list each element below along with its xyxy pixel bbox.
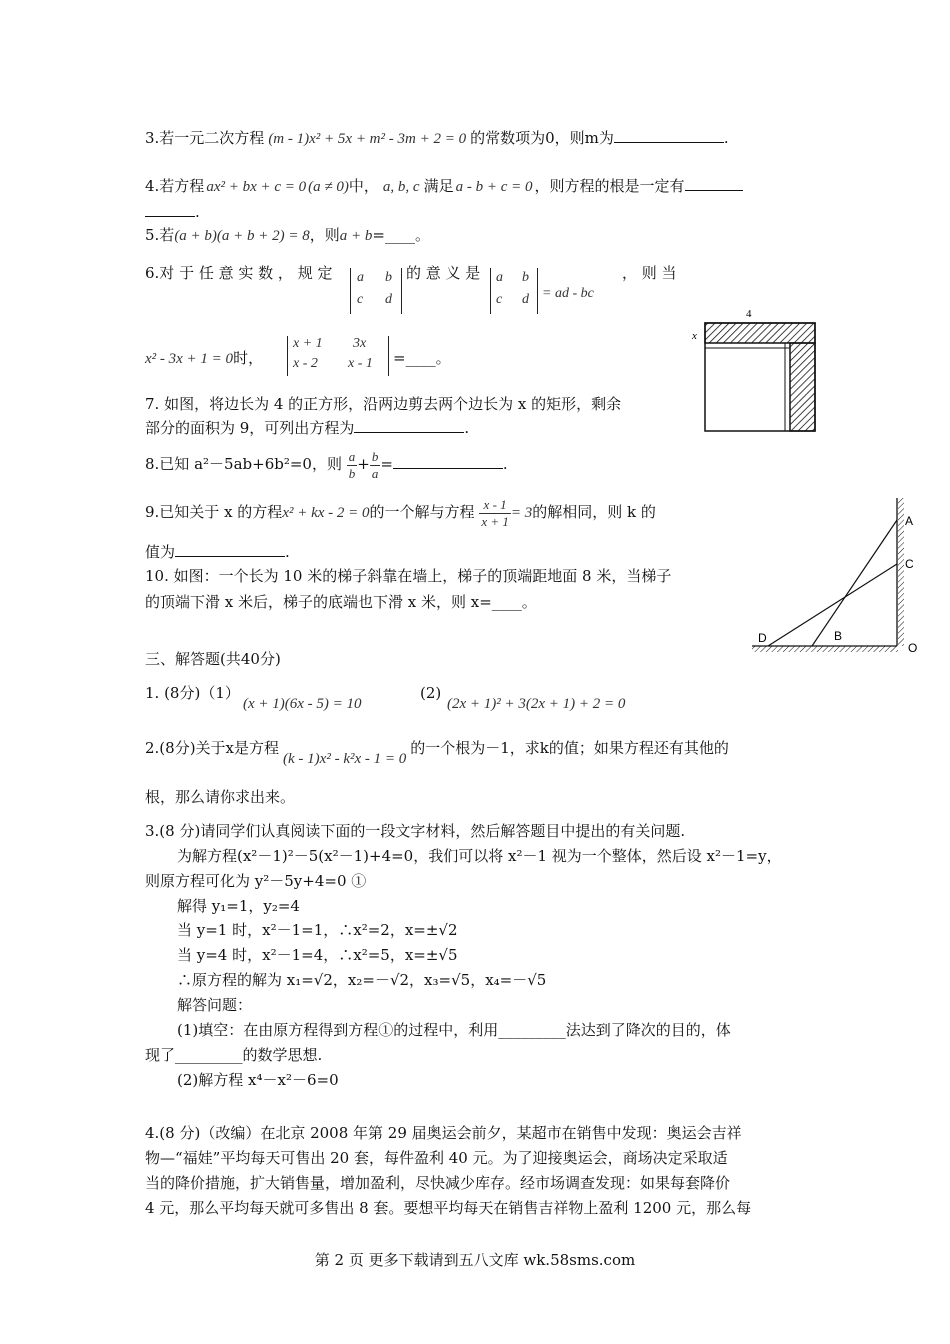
- det3-b: 3x: [353, 336, 367, 351]
- label-o: O: [908, 641, 918, 655]
- q9-text2: 值为: [145, 543, 176, 561]
- q4-end: .: [195, 203, 200, 221]
- q8-post: =: [380, 455, 393, 473]
- label-a: A: [905, 514, 914, 528]
- a2-post: 的一个根为－1，求k的值；如果方程还有其他的: [410, 739, 729, 757]
- det2-c: c: [496, 292, 503, 307]
- q8-frac1: [347, 449, 358, 482]
- det2-d: d: [522, 292, 529, 307]
- q9-mid: 的一个解与方程: [369, 503, 475, 521]
- wall-hatch: [898, 498, 904, 646]
- q7-line1: 7. 如图，将边长为 4 的正方形，沿两边剪去两个边长为 x 的矩形，剩余: [145, 395, 622, 413]
- q8-end: .: [502, 455, 508, 473]
- q6-meaning-text: 的 意 义 是: [406, 264, 481, 282]
- q4-text-post: ，则方程的根是一定有: [534, 177, 685, 195]
- q6-rhs: = ad - bc: [542, 286, 594, 301]
- q4-answer-blank[interactable]: [685, 176, 743, 191]
- q10-line2: 的顶端下滑 x 米后，梯子的底端也下滑 x 米，则 x=____。: [145, 593, 537, 611]
- q3-answer-blank[interactable]: [614, 128, 724, 143]
- a2-line2: 根，那么请你求出来。: [145, 788, 296, 806]
- ladder-original: [812, 520, 897, 646]
- a1-part2-label: (2): [420, 684, 442, 702]
- q7-text: 部分的面积为 9，可列出方程为: [145, 419, 355, 437]
- a1-equation-2: (2x + 1)² + 3(2x + 1) + 2 = 0: [447, 696, 626, 712]
- q8-plus: +: [357, 455, 370, 473]
- det-b: b: [385, 270, 392, 285]
- q8-text: 8.已知 a²－5ab+6b²=0，则: [145, 455, 342, 473]
- q4-condition: (a ≠ 0): [308, 179, 349, 195]
- fig1-top-strip: [705, 323, 815, 343]
- ladder-figure: [750, 498, 920, 658]
- a3-line8: 解答问题：: [177, 996, 253, 1014]
- ladder-slid: [768, 564, 897, 646]
- q9-equals: = 3: [510, 505, 533, 521]
- q9-equation: x² + kx - 2 = 0: [282, 505, 370, 521]
- q5-expr: a + b: [339, 228, 373, 244]
- a3-line4: 解得 y₁=1，y₂=4: [177, 897, 300, 915]
- q9-line2: [145, 542, 290, 562]
- fig1-top-label: 4: [746, 308, 752, 320]
- q4-equation2: a - b + c = 0: [455, 179, 533, 195]
- page-footer: 第 2 页 更多下载请到五八文库 wk.58sms.com: [314, 1251, 636, 1269]
- q7-line2: [145, 418, 469, 438]
- label-d: D: [758, 631, 767, 645]
- q4-text: 4.若方程: [145, 177, 205, 195]
- det3-c: x - 2: [293, 356, 318, 371]
- fig1-right-strip: [790, 343, 815, 431]
- q8-frac2-den: a: [371, 465, 379, 481]
- det3-a: x + 1: [293, 336, 323, 351]
- q6-tail: =____。: [393, 349, 451, 367]
- q6-determinant-meaning: [490, 268, 538, 314]
- a2-text: 2.(8分)关于x是方程: [145, 739, 280, 757]
- q3-text: 3.若一元二次方程: [145, 129, 265, 147]
- question-8: [145, 446, 508, 482]
- det3-d: x - 1: [348, 356, 373, 371]
- a3-line6: 当 y=4 时，x²－1=4，∴x²=5，x=±√5: [177, 946, 458, 964]
- a2-line1: [145, 738, 729, 767]
- det2-b: b: [522, 270, 529, 285]
- q5-text: 5.若: [145, 226, 175, 244]
- det-c: c: [357, 292, 364, 307]
- q9-frac-num: x - 1: [479, 497, 511, 514]
- question-4: [145, 176, 743, 197]
- a3-line2: 为解方程(x²－1)²－5(x²－1)+4=0，我们可以将 x²－1 视为一个整体，然后设 x²－1=y，: [177, 847, 782, 865]
- q8-frac2: [370, 449, 381, 482]
- q6-post: ， 则 当: [622, 264, 677, 282]
- q7-answer-blank[interactable]: [354, 418, 464, 433]
- q8-frac1-num: a: [348, 448, 356, 464]
- q6-line2: [145, 348, 263, 369]
- q6-when: 时，: [233, 349, 264, 367]
- q9-post: 的解相同，则 k 的: [532, 503, 656, 521]
- a4-line4: 4 元，那么平均每天就可多售出 8 套。要想平均每天在销售吉祥物上盈利 1200 元，那么每: [145, 1199, 752, 1217]
- a1-label: 1. (8分)（1）: [145, 684, 240, 702]
- a2-equation: (k - 1)x² - k²x - 1 = 0: [283, 751, 407, 767]
- q10-line1: 10. 如图：一个长为 10 米的梯子斜靠在墙上，梯子的顶端距地面 8 米，当梯子: [145, 567, 672, 585]
- ground-hatch: [752, 646, 898, 652]
- label-c: C: [905, 557, 914, 571]
- q4-vars: a, b, c: [382, 179, 420, 195]
- square-figure: [690, 305, 825, 435]
- det2-a: a: [496, 270, 503, 285]
- a3-line11: (2)解方程 x⁴－x²－6=0: [177, 1071, 339, 1089]
- q8-frac1-den: b: [348, 465, 356, 481]
- q6-determinant-definition: [350, 268, 402, 314]
- a4-line2: 物—“福娃”平均每天可售出 20 套，每件盈利 40 元。为了迎接奥运会，商场决定采取适: [145, 1149, 728, 1167]
- q5-mid: ，则: [309, 226, 340, 244]
- question-3: [145, 128, 729, 149]
- q6-determinant-expression: [287, 336, 389, 376]
- a4-line1: 4.(8 分)（改编）在北京 2008 年第 29 届奥运会前夕，某超市在销售中发现：奥运会吉祥: [145, 1124, 742, 1142]
- q9-frac: [479, 497, 511, 530]
- q9-end: .: [285, 543, 290, 561]
- question-9: [145, 494, 656, 531]
- q9-answer-blank[interactable]: [175, 542, 285, 557]
- q9-frac-den: x + 1: [481, 513, 509, 529]
- q4-mid: 中，: [348, 177, 379, 195]
- det-a: a: [357, 270, 364, 285]
- q8-answer-blank[interactable]: [393, 454, 503, 469]
- det-d: d: [385, 292, 392, 307]
- q4-equation: ax² + bx + c = 0: [206, 179, 307, 195]
- section-3-title: 三、解答题(共40分): [145, 650, 281, 668]
- a3-line3: 则原方程可化为 y²－5y+4=0 ①: [145, 872, 367, 890]
- q3-end: .: [723, 129, 729, 147]
- a3-line5: 当 y=1 时，x²－1=1，∴x²=2，x=±√2: [177, 921, 458, 939]
- a3-line1: 3.(8 分)请同学们认真阅读下面的一段文字材料，然后解答题目中提出的有关问题.: [145, 822, 686, 840]
- q6-text: 6.对 于 任 意 实 数 ， 规 定: [145, 264, 333, 282]
- q3-equation: (m - 1)x² + 5x + m² - 3m + 2 = 0: [268, 131, 467, 147]
- q5-post: =____。: [372, 226, 430, 244]
- fig1-side-label: x: [692, 330, 697, 342]
- q4-answer-blank-2[interactable]: [145, 202, 195, 217]
- q7-end: .: [464, 419, 470, 437]
- q8-frac2-num: b: [371, 448, 379, 464]
- label-b: B: [834, 629, 843, 643]
- q6-condition: x² - 3x + 1 = 0: [145, 351, 234, 367]
- a3-line10: 现了_________的数学思想.: [145, 1046, 323, 1064]
- a4-line3: 当的降价措施，扩大销售量，增加盈利，尽快减少库存。经市场调查发现：如果每套降价: [145, 1174, 731, 1192]
- a3-line7: ∴原方程的解为 x₁=√2，x₂=－√2，x₃=√5，x₄=－√5: [177, 971, 547, 989]
- q4-satisfy: 满足: [423, 177, 454, 195]
- q3-text-post: 的常数项为0，则m为: [470, 129, 614, 147]
- a1-equation-1: (x + 1)(6x - 5) = 10: [243, 696, 362, 712]
- q4-line2: [145, 202, 200, 222]
- question-5: [145, 225, 430, 246]
- a3-line9: (1)填空：在由原方程得到方程①的过程中，利用_________法达到了降次的目的，体: [177, 1021, 731, 1039]
- q9-text: 9.已知关于 x 的方程: [145, 503, 283, 521]
- q5-equation: (a + b)(a + b + 2) = 8: [174, 228, 310, 244]
